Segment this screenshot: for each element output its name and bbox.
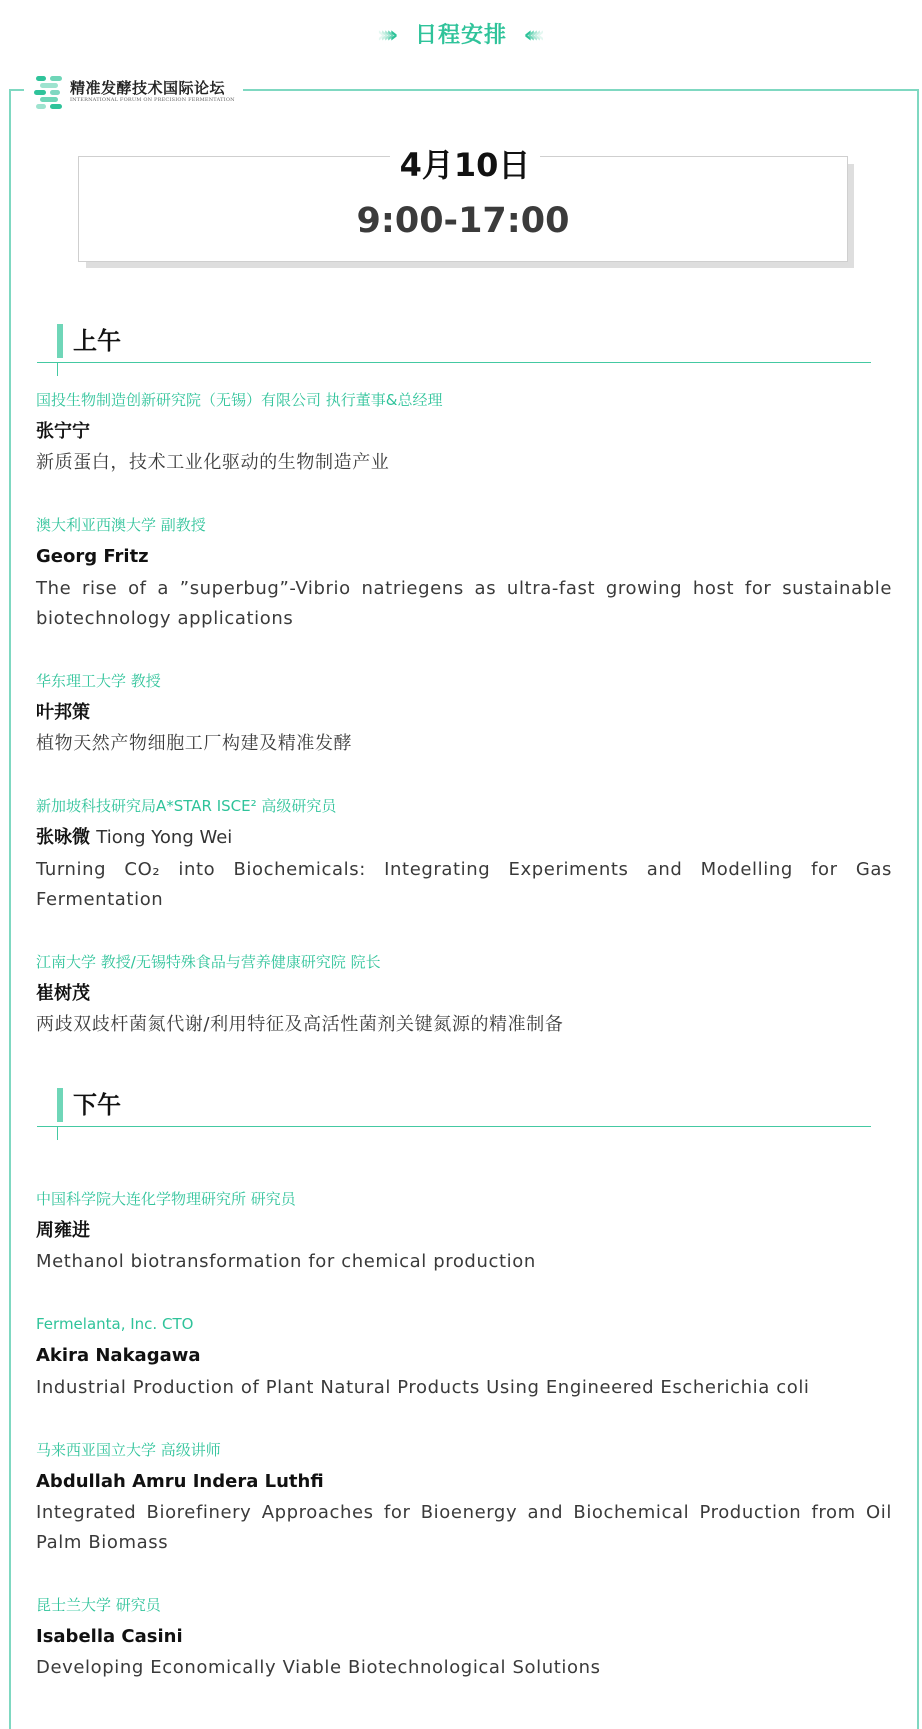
schedule-title: 日程安排 xyxy=(414,23,507,48)
schedule-header xyxy=(0,18,922,54)
chevron-left-icon: ‹‹‹‹‹ xyxy=(523,23,540,48)
speaker-affiliation: 江南大学 教授/无锡特殊食品与营养健康研究院 院长 xyxy=(36,953,381,971)
speaker-name-en: Tiong Yong Wei xyxy=(96,827,233,848)
chevron-right-icon: ››››› xyxy=(376,23,393,48)
speaker-affiliation: 昆士兰大学 研究员 xyxy=(36,1596,161,1614)
section-divider-tick xyxy=(57,362,58,376)
logo-name-cn: 精准发酵技术国际论坛 xyxy=(70,78,226,97)
speaker-name: 张咏微 Tiong Yong Wei xyxy=(36,827,233,848)
section-marker xyxy=(57,1088,63,1122)
speaker-name: 崔树茂 xyxy=(36,983,90,1004)
logo-name-en: INTERNATIONAL FORUM ON PRECISION FERMENTATION xyxy=(70,96,235,103)
speaker-name: Akira Nakagawa xyxy=(36,1345,201,1366)
speaker-affiliation: 新加坡科技研究局A*STAR ISCE² 高级研究员 xyxy=(36,797,337,815)
event-time: 9:00-17:00 xyxy=(356,201,570,241)
dna-logo-icon xyxy=(32,74,66,108)
speaker-affiliation: 澳大利亚西澳大学 副教授 xyxy=(36,516,206,534)
speaker-affiliation: Fermelanta, Inc. CTO xyxy=(36,1315,194,1333)
talk-title: Industrial Production of Plant Natural Products Using Engineered Escherichia coli xyxy=(36,1377,810,1398)
speaker-name: Isabella Casini xyxy=(36,1626,183,1647)
talk-title: 植物天然产物细胞工厂构建及精准发酵 xyxy=(36,733,353,754)
speaker-name: 叶邦策 xyxy=(36,702,90,723)
talk-title: 新质蛋白，技术工业化驱动的生物制造产业 xyxy=(36,452,390,473)
event-date: 4月10日 xyxy=(390,140,540,190)
speaker-name: 周雍进 xyxy=(36,1220,90,1241)
section-divider-tick xyxy=(57,1126,58,1140)
speaker-affiliation: 中国科学院大连化学物理研究所 研究员 xyxy=(36,1190,296,1208)
section-title-morning: 上午 xyxy=(73,327,121,355)
speaker-name: Abdullah Amru Indera Luthfi xyxy=(36,1471,324,1492)
speaker-affiliation: 马来西亚国立大学 高级讲师 xyxy=(36,1441,221,1459)
talk-title: Developing Economically Viable Biotechnological Solutions xyxy=(36,1657,601,1678)
section-marker xyxy=(57,324,63,358)
talk-title: The rise of a ”superbug”-Vibrio natriegens as ultra-fast growing host for sustainable biotechnology applications xyxy=(36,578,892,629)
section-divider xyxy=(37,362,871,363)
forum-logo xyxy=(24,74,243,108)
section-divider xyxy=(37,1126,871,1127)
talk-title: Methanol biotransformation for chemical production xyxy=(36,1251,536,1272)
talk-title: Turning CO₂ into Biochemicals: Integrating Experiments and Modelling for Gas Fermentation xyxy=(36,859,892,910)
speaker-name: Georg Fritz xyxy=(36,546,149,567)
speaker-affiliation: 国投生物制造创新研究院（无锡）有限公司 执行董事&总经理 xyxy=(36,391,443,409)
talk-title: 两歧双歧杆菌氮代谢/利用特征及高活性菌剂关键氮源的精准制备 xyxy=(36,1014,564,1035)
section-title-afternoon: 下午 xyxy=(73,1091,121,1119)
speaker-affiliation: 华东理工大学 教授 xyxy=(36,672,161,690)
talk-title: Integrated Biorefinery Approaches for Bioenergy and Biochemical Production from Oil Palm Biomass xyxy=(36,1502,892,1553)
speaker-name: 张宁宁 xyxy=(36,421,90,442)
